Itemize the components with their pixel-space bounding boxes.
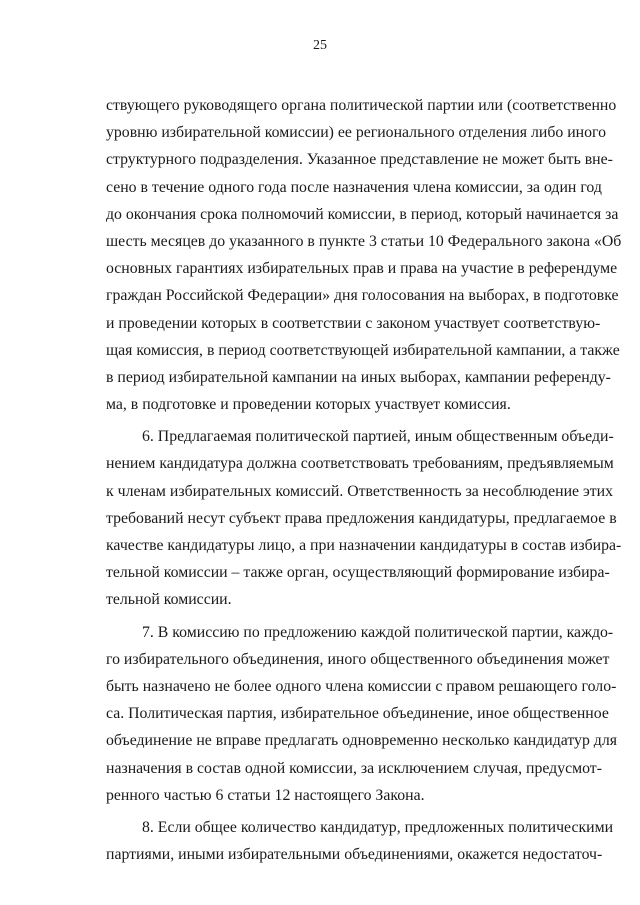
paragraph bbox=[106, 619, 617, 809]
text-line: го избирательного объединения, иного общественного объединения может bbox=[106, 650, 610, 668]
text-line: са. Политическая партия, избирательное объединение, иное общественное bbox=[106, 705, 609, 723]
text-line: структурного подразделения. Указанное представление не может быть вне- bbox=[106, 151, 613, 169]
text-line: нением кандидатура должна соответствовать требованиям, предъявляемым bbox=[106, 455, 614, 473]
text-line: 8. Если общее количество кандидатур, предложенных политическими bbox=[142, 818, 614, 836]
text-line: шесть месяцев до указанного в пункте 3 статьи 10 Федерального закона «Об bbox=[106, 232, 622, 250]
text-line: ствующего руководящего органа политической партии или (соответственно bbox=[106, 97, 617, 114]
text-line: в период избирательной кампании на иных выборах, кампании референду- bbox=[106, 368, 611, 386]
text-line: быть назначено не более одного члена комиссии с правом решающего голо- bbox=[106, 677, 617, 695]
text-line: требований несут субъект права предложения кандидатуры, предлагаемое в bbox=[106, 509, 617, 527]
text-line: уровню избирательной комиссии) ее регионального отделения либо иного bbox=[106, 124, 607, 142]
text-line: до окончания срока полномочий комиссии, в период, который начинается за bbox=[106, 205, 619, 223]
page-number: 25 bbox=[313, 38, 327, 53]
text-line: тельной комиссии. bbox=[106, 591, 232, 609]
text-line: ма, в подготовке и проведении которых участвует комиссия. bbox=[106, 396, 511, 414]
text-line: щая комиссия, в период соответствующей избирательной кампании, а также bbox=[106, 341, 620, 359]
text-line: основных гарантиях избирательных прав и права на участие в референдуме bbox=[106, 260, 618, 278]
text-line: качестве кандидатуры лицо, а при назначении кандидатуры в состав избира- bbox=[106, 537, 622, 554]
text-line: объединение не вправе предлагать одновременно несколько кандидатур для bbox=[106, 732, 617, 750]
text-line: 7. В комиссию по предложению каждой политической партии, каждо- bbox=[142, 623, 614, 641]
text-line: 6. Предлагаемая политической партией, иным общественным объеди- bbox=[142, 428, 614, 446]
text-line: и проведении которых в соответствии с законом участвует соответствую- bbox=[106, 314, 601, 332]
text-line: назначения в состав одной комиссии, за исключением случая, предусмот- bbox=[106, 759, 602, 777]
paragraph bbox=[106, 92, 622, 418]
paragraph bbox=[106, 423, 622, 613]
text-line: граждан Российской Федерации» дня голосования на выборах, в подготовке bbox=[106, 287, 619, 305]
text-line: ренного частью 6 статьи 12 настоящего Закона. bbox=[106, 786, 425, 804]
paragraph bbox=[106, 814, 614, 868]
text-line: к членам избирательных комиссий. Ответственность за несоблюдение этих bbox=[106, 482, 614, 500]
text-line: сено в течение одного года после назначения члена комиссии, за один год bbox=[106, 178, 602, 196]
text-line: тельной комиссии – также орган, осуществляющий формирование избира- bbox=[106, 564, 610, 582]
text-line: партиями, иными избирательными объединениями, окажется недостаточ- bbox=[106, 846, 603, 864]
document-body bbox=[106, 92, 622, 868]
